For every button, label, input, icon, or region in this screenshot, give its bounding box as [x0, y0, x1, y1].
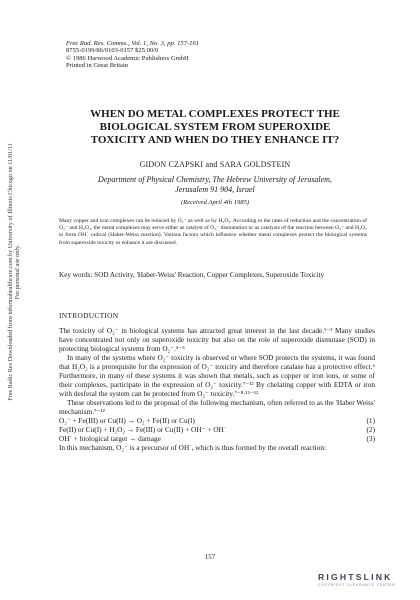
- authors: GIDON CZAPSKI and SARA GOLDSTEIN: [139, 160, 291, 169]
- title-line-3: TOXICITY AND WHEN DO THEY ENHANCE IT?: [90, 134, 340, 146]
- equation-number: (2): [366, 425, 375, 434]
- equation-number: (3): [366, 434, 375, 443]
- journal-header: [66, 40, 199, 70]
- watermark-line-1: Free Radic Res Downloaded from informahealthcare.com by University of Illinois Chicago on 11/01/11: [7, 143, 14, 401]
- copyright-line: © 1986 Harwood Academic Publishers GmbH: [66, 54, 189, 62]
- equation-2: [59, 425, 375, 434]
- printed-line: Printed in Great Britain: [66, 62, 129, 70]
- abstract: Many copper and iron complexes can be reduced by O₂⁻ as well as by H₂O₂. According to the rates of reduction and the concentration of O₂⁻ and H₂O₂, the metal complexes may serve either as catalyst of O₂⁻ dismutation or as catalysts of the reaction between O₂⁻ and H₂O₂ to form OH˙ radical (Haber-Weiss reaction). Various factors which influence whether metal complexes protect the biological systems from superoxide toxicity or enhance it are discussed.: [59, 218, 367, 246]
- equation-number: (1): [366, 416, 375, 425]
- paragraph-4: In this mechanism, O₂⁻ is a precursor of OH˙, which is thus formed by the overall reaction:: [59, 443, 326, 452]
- affiliation-line-1: Department of Physical Chemistry, The Hebrew University of Jerusalem,: [98, 175, 332, 184]
- keywords: Key words: SOD Activity, 'Haber-Weiss' Reaction, Copper Complexes, Superoxide Toxicity: [59, 271, 325, 279]
- rightslink-logo: [318, 572, 395, 587]
- page-number: 157: [204, 554, 216, 561]
- paragraph-2: In many of the systems where O₂⁻ toxicity is observed or where SOD protects the systems, it was found that H₂O₂ is a prerequisite for the expression of O₂⁻ toxicity and therefore catalase has a protective effect.⁶ Furthermore, in many of these systems it was shown that metals, such as copper or iron ions, or some of their complexes, participate in the expression of O₂⁻ toxicity.⁷⁻¹² By chelating copper with EDTA or iron with desferal the system can be protected from O₂⁻ toxicity.⁷⁻⁸·¹¹⁻¹²: [59, 353, 375, 398]
- download-watermark: [7, 52, 21, 492]
- body-text: [59, 326, 375, 452]
- paragraph-3: These observations led to the proposal of the following mechanism, often referred to as the 'Haber Weiss' mechanism.⁷⁻¹²: [59, 398, 375, 416]
- logo-text: RIGHTSLINK: [318, 572, 393, 582]
- paragraph-1: The toxicity of O₂⁻ in biological systems has attracted great interest in the last decade.¹⁻³ Many studies have concentrated not only on superoxide toxicity but also on the role of superoxide dismutase (SOD) in protecting biological systems from O₂⁻.⁴⁻⁵: [59, 326, 375, 353]
- title-line-2: BIOLOGICAL SYSTEM FROM SUPEROXIDE: [99, 121, 331, 133]
- title-line-1: WHEN DO METAL COMPLEXES PROTECT THE: [90, 108, 340, 120]
- issn-line: 8755-0199/86/0103-0157 $25.00/0: [66, 47, 159, 55]
- logo-subtext: COPYRIGHT CLEARANCE CENTER: [318, 583, 396, 587]
- equation-1: [59, 416, 375, 425]
- equation-text: Fe(II) or Cu(I) + H₂O₂ → Fe(III) or Cu(II) + OH⁻ + OH˙: [59, 425, 227, 434]
- watermark-line-2: For personal use only.: [14, 244, 21, 300]
- section-heading: INTRODUCTION: [59, 311, 119, 320]
- affiliation: [40, 175, 390, 195]
- equation-3: [59, 434, 375, 443]
- received-date: (Received April 4th 1985): [180, 199, 250, 206]
- equation-text: OH˙ + biological target → damage: [59, 434, 161, 443]
- paper-title: [40, 108, 390, 147]
- journal-citation: Free Rad. Res. Comms., Vol. 1, No. 3, pp. 157-161: [66, 40, 200, 47]
- affiliation-line-2: Jerusalem 91 904, Israel: [175, 185, 255, 194]
- equation-text: O₂⁻ + Fe(III) or Cu(II) → O₂ + Fe(II) or Cu(I): [59, 416, 195, 425]
